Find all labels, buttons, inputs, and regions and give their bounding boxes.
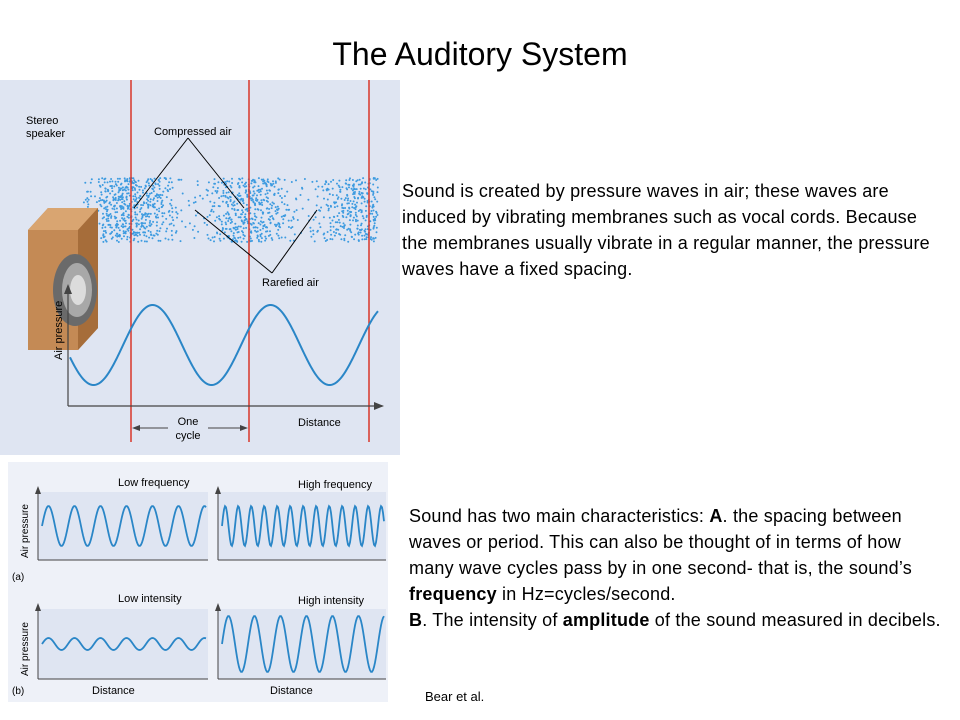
paragraph-characteristics: Sound has two main characteristics: A. the spacing between waves or period. This can also be thought of in terms of how many wave cycles pass by in one second- that is, the sound’s frequency in Hz=cycles/second. B. The intensity of amplitude of the sound measured in decibels.: [409, 506, 941, 630]
y-axis-label: Air pressure: [53, 300, 65, 360]
credit-text: Bear et al.: [425, 689, 485, 704]
frequency-intensity-figure: [8, 462, 388, 702]
compressed-air-label: Compressed air: [154, 126, 232, 138]
speaker-label: Stereo: [26, 115, 59, 127]
sound-wave-figure: [0, 80, 400, 455]
high-frequency-title: High frequency: [298, 479, 372, 491]
letter-b: B: [409, 610, 423, 630]
y-axis-label: Air pressure: [20, 622, 31, 676]
paragraph-pressure-waves: Sound is created by pressure waves in air; these waves are induced by vibrating membranes such as vocal cords. Because the membranes usually vibrate in a regular manner, the pressure waves have a fixed spacing.: [402, 181, 930, 279]
cycle-label: One: [177, 416, 199, 428]
amplitude-term: amplitude: [562, 610, 650, 630]
speaker-label: speaker: [26, 128, 66, 140]
rarefied-air-label: Rarefied air: [262, 277, 319, 289]
high-intensity-title: High intensity: [298, 595, 365, 607]
y-axis-label: Air pressure: [20, 504, 31, 558]
low-frequency-title: Low frequency: [118, 477, 190, 489]
panel-b-letter: (b): [12, 686, 25, 697]
distance-label: Distance: [92, 685, 135, 697]
wave-panel: [218, 492, 386, 560]
letter-a: A: [709, 506, 723, 526]
distance-label: Distance: [270, 685, 313, 697]
distance-label: Distance: [298, 417, 341, 429]
wave-panel: [38, 492, 208, 560]
cycle-label: cycle: [175, 430, 201, 442]
low-intensity-title: Low intensity: [118, 593, 182, 605]
panel-a-letter: (a): [12, 572, 25, 583]
slide-title: The Auditory System: [332, 36, 628, 72]
wave-panel: [38, 609, 208, 679]
frequency-term: frequency: [409, 584, 497, 604]
